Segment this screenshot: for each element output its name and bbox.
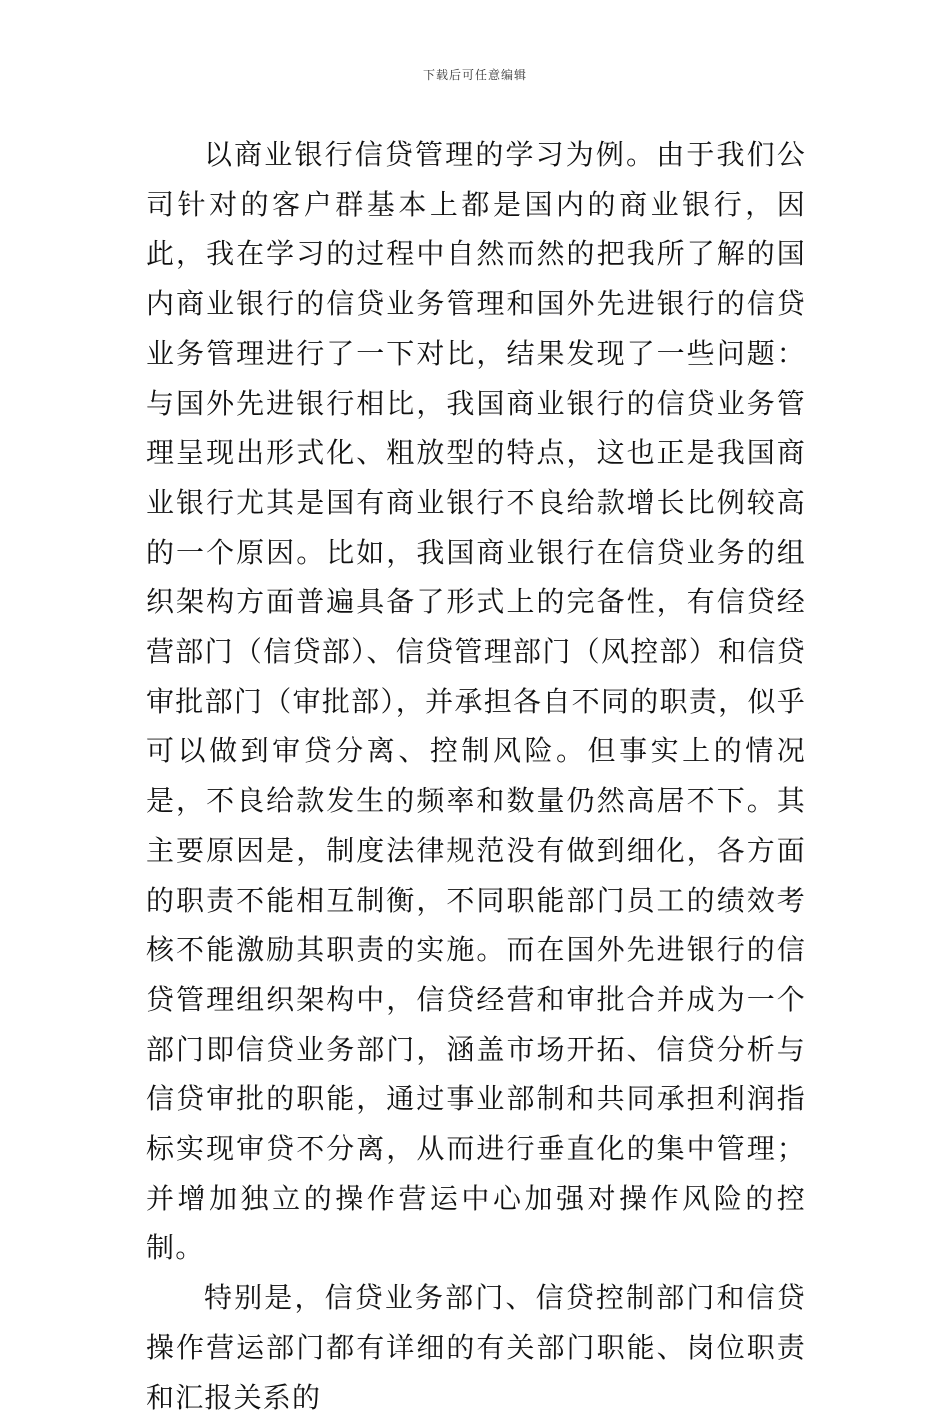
page-header-note: 下载后可任意编辑 — [422, 68, 527, 82]
paragraph-1: 以商业银行信贷管理的学习为例。由于我们公司针对的客户群基本上都是国内的商业银行，因此，我在学习的过程中自然而然的把我所了解的国内商业银行的信贷业务管理和国外先进银行的信贷业务管理进行了一下对比，结果发现了一些问题：与国外先进银行相比，我国商业银行的信贷业务管理呈现出形式化、粗放型的特点，这也正是我国商业银行尤其是国有商业银行不良给款增长比例较高的一个原因。比如，我国商业银行在信贷业务的组织架构方面普遍具备了形式上的完备性，有信贷经营部门（信贷部）、信贷管理部门（风控部）和信贷审批部门（审批部），并承担各自不同的职责，似乎可以做到审贷分离、控制风险。但事实上的情况是，不良给款发生的频率和数量仍然高居不下。其主要原因是，制度法律规范没有做到细化，各方面的职责不能相互制衡，不同职能部门员工的绩效考核不能激励其职责的实施。而在国外先进银行的信贷管理组织架构中，信贷经营和审批合并成为一个部门即信贷业务部门，涵盖市场开拓、信贷分析与信贷审批的职能，通过事业部制和共同承担利润指标实现审贷不分离，从而进行垂直化的集中管理；并增加独立的操作营运中心加强对操作风险的控制。 — [146, 138, 806, 1265]
paragraph-2: 特别是，信贷业务部门、信贷控制部门和信贷操作营运部门都有详细的有关部门职能、岗位职责和汇报关系的 — [146, 1281, 806, 1414]
document-body — [146, 130, 806, 1422]
